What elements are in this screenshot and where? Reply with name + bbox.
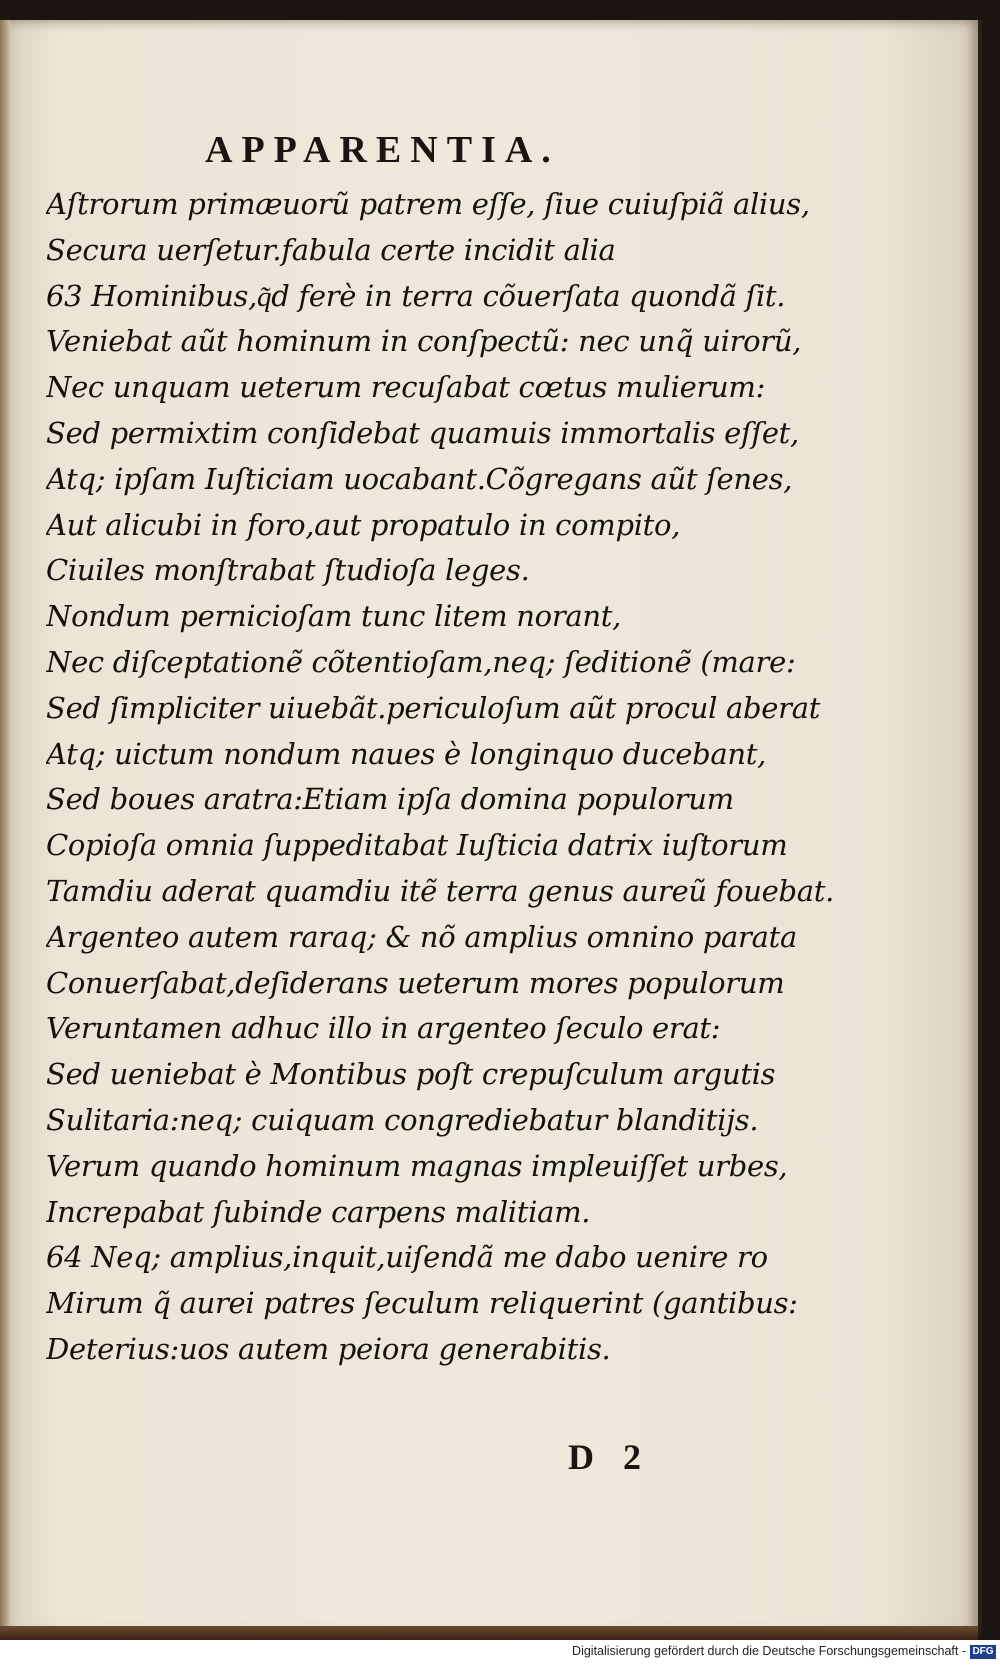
text-line: Nondum pernicioſam tunc litem norant, xyxy=(46,599,622,634)
footer-bar xyxy=(0,1640,1000,1667)
text-line: 63 Hominibus,q͂d ferè in terra cõuerſata quondã ſit. xyxy=(46,278,786,313)
text-line: Sulitaria:neq; cuiquam congrediebatur blanditijs. xyxy=(46,1102,759,1137)
text-line: Nec unquam ueterum recuſabat cœtus mulierum: xyxy=(46,370,766,405)
text-line: Deterius:uos autem peiora generabitis. xyxy=(46,1331,611,1366)
funding-credit: Digitalisierung gefördert durch die Deutsche Forschungsgemeinschaft - xyxy=(572,1644,966,1658)
text-line: Secura uerſetur.fabula certe incidit alia xyxy=(46,232,616,267)
text-line: Aſtrorum primæuorũ patrem eſſe, ſiue cuiuſpiã alius, xyxy=(46,187,810,221)
text-line: Sed boues aratra:Etiam ipſa domina populorum xyxy=(46,782,734,817)
text-line: Sed permixtim conſidebat quamuis immortalis eſſet, xyxy=(46,415,799,450)
text-line: Atq; uictum nondum naues è longinquo ducebant, xyxy=(46,736,767,771)
text-line: Sed ſimpliciter uiuebãt.periculoſum aũt procul aberat xyxy=(46,690,821,725)
text-line: Nec diſceptationẽ cõtentioſam,neq; ſeditionẽ (mare: xyxy=(46,644,796,679)
text-line: Mirum q̃ aurei patres ſeculum reliquerint (gantibus: xyxy=(46,1286,798,1321)
page-bottom-edge xyxy=(0,1626,978,1640)
text-line: Aut alicubi in foro,aut propatulo in compito, xyxy=(46,507,681,542)
text-line: Atq; ipſam Iuſticiam uocabant.Cõgregans aũt ſenes, xyxy=(46,461,793,496)
text-line: Tamdiu aderat quamdiu itẽ terra genus aureũ fouebat. xyxy=(46,873,835,908)
dfg-logo-icon: DFG xyxy=(970,1645,996,1659)
page-gutter xyxy=(0,20,10,1635)
running-head: APPARENTIA. xyxy=(205,129,560,171)
text-block xyxy=(46,182,836,1373)
text-line: Increpabat ſubinde carpens malitiam. xyxy=(46,1194,591,1229)
text-line: Conuerſabat,deſiderans ueterum mores populorum xyxy=(46,965,785,1000)
text-line: Veruntamen adhuc illo in argenteo ſeculo erat: xyxy=(46,1011,721,1046)
text-line: Ciuiles monſtrabat ſtudioſa leges. xyxy=(46,553,530,588)
text-line: 64 Neq; amplius,inquit,uiſendã me dabo uenire ro xyxy=(46,1240,768,1275)
text-line: Veniebat aũt hominum in conſpectũ: nec unq̃ uirorũ, xyxy=(46,324,802,359)
text-line: Argenteo autem raraq; & nõ amplius omnino parata xyxy=(46,919,797,954)
text-line: Sed ueniebat è Montibus poſt crepuſculum argutis xyxy=(46,1057,776,1092)
signature-mark: D 2 xyxy=(568,1437,651,1477)
text-line: Verum quando hominum magnas impleuiſſet urbes, xyxy=(46,1148,788,1183)
text-line: Copioſa omnia ſuppeditabat Iuſticia datrix iuſtorum xyxy=(46,828,788,863)
